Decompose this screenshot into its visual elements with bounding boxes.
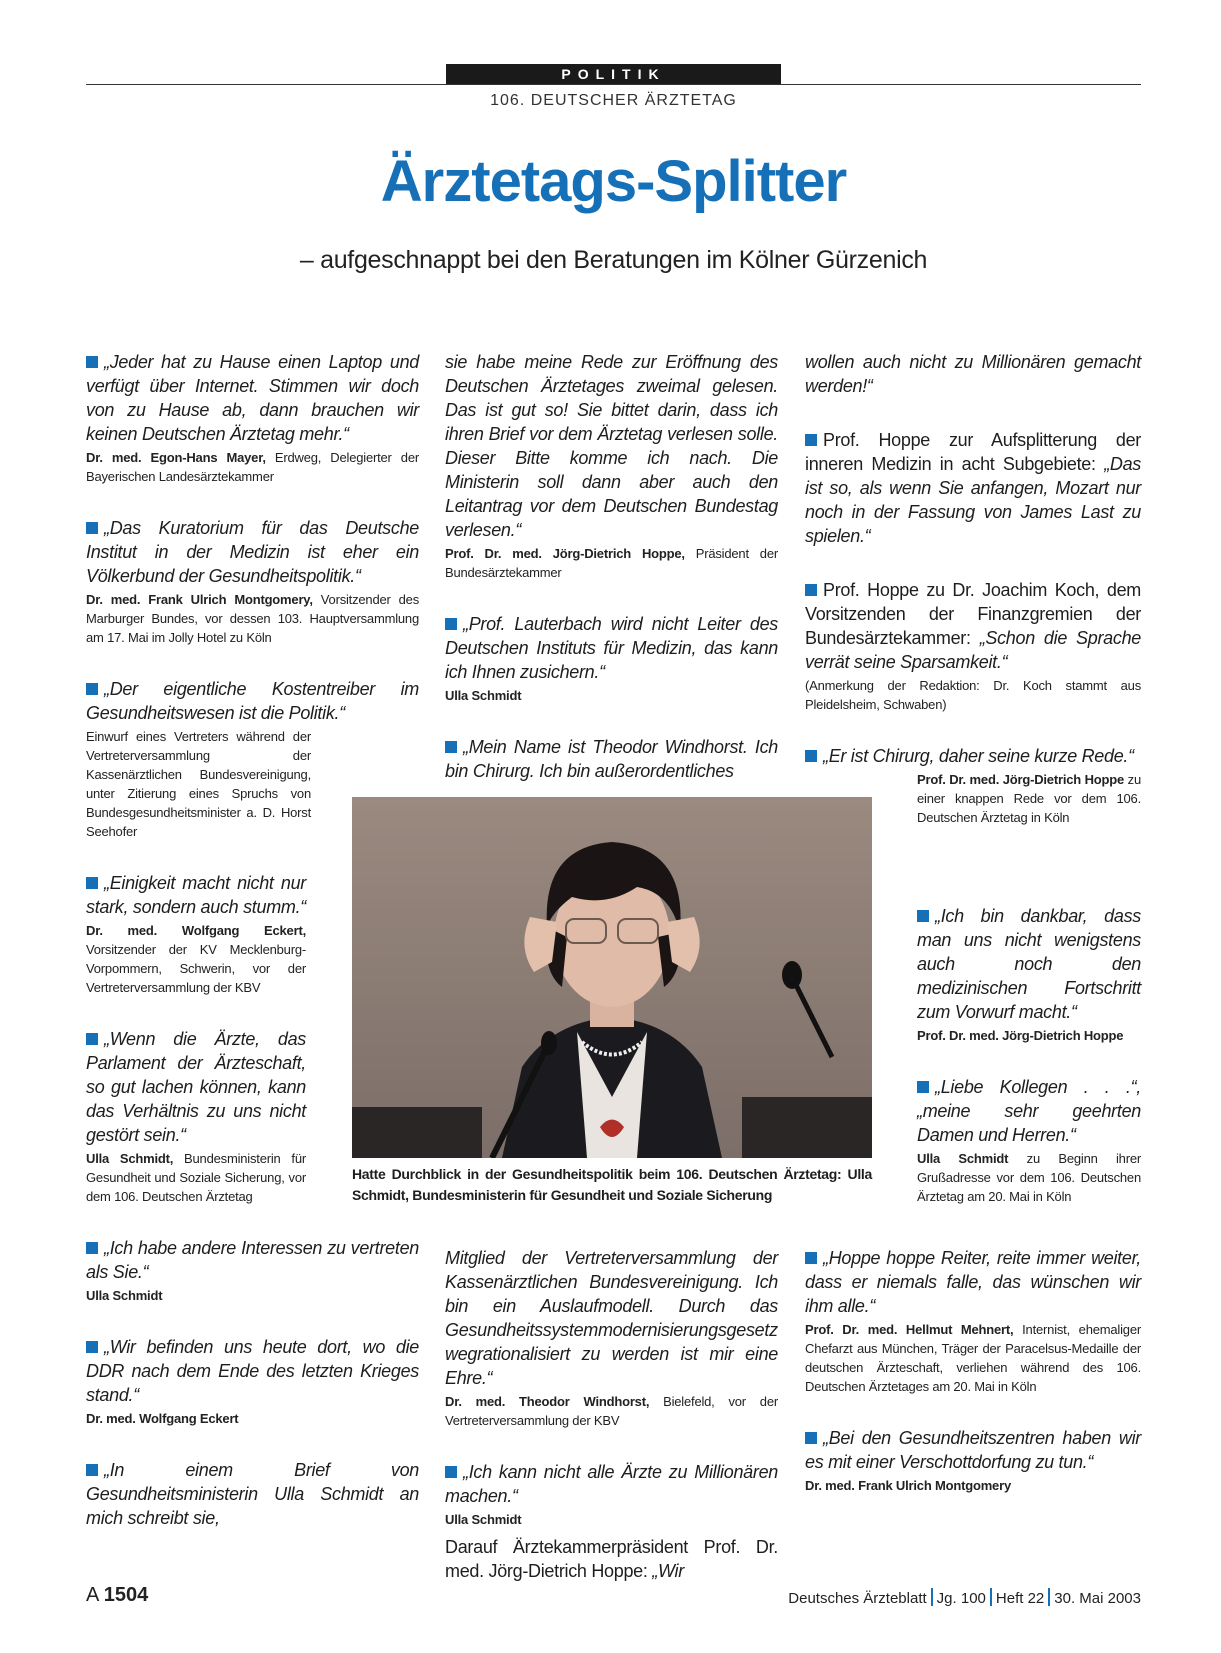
bullet-square-icon [86,1242,98,1254]
column-3-top [805,350,1141,857]
quote-item: „Das Kuratorium für das Deutsche Institut in der Medizin ist eher ein Völkerbund der Gesundheitspolitik.“ Dr. med. Frank Ulrich Montgomery, Vorsitzender des Marburger Bundes, vor dessen 103. Hauptversammlung am 17. Mai im Jolly Hotel zu Köln [86,518,420,645]
bullet-square-icon [445,1466,457,1478]
quote-item: „Hoppe hoppe Reiter, reite immer weiter, dass er niemals falle, das wünschen wir ihm alle.“ Prof. Dr. med. Hellmut Mehnert, Internist, ehemaliger Chefarzt aus München, Träger der Paracelsus-Medaille der deutschen Ärzteschaft, verliehen während des 106. Deutschen Ärztetages am 20. Mai in Köln [805,1248,1141,1394]
quote-item: Mitglied der Vertreterversammlung der Kassenärztlichen Bundesvereinigung. Ich bin ein Auslaufmodell. Durch das Gesundheitssystemmodernisierungsgesetz wegrationalisiert zu werden ist mir eine Ehre.“ Dr. med. Theodor Windhorst, Bielefeld, vor der Vertreterversammlung der KBV [445,1248,778,1428]
bullet-square-icon [805,750,817,762]
bullet-square-icon [86,1033,98,1045]
quote-item: „Wir befinden uns heute dort, wo die DDR nach dem Ende des letzten Krieges stand.“ Dr. med. Wolfgang Eckert [86,1337,419,1426]
bullet-square-icon [805,1252,817,1264]
quote-item: „Ich habe andere Interessen zu vertreten als Sie.“ Ulla Schmidt [86,1238,419,1303]
quote-item: sie habe meine Rede zur Eröffnung des Deutschen Ärztetages zweimal gelesen. Das ist gut so! Sie bittet darin, dass ich ihren Brief vor dem Ärztetag verlesen solle. Dieser Bitte komme ich nach. Die Ministerin soll dann aber auch den Leitantrag vor dem Deutschen Bundestag verlesen.“ Prof. Dr. med. Jörg-Dietrich Hoppe, Präsident der Bundesärztekammer [445,352,778,580]
page-number: A 1504 [86,1584,149,1606]
bullet-square-icon [917,910,929,922]
quote-item: Darauf Ärztekammerpräsident Prof. Dr. med. Jörg-Dietrich Hoppe: „Wir [445,1537,778,1581]
quote-item: wollen auch nicht zu Millionären gemacht werden!“ [805,352,1141,396]
section-label: POLITIK [446,64,781,85]
column-3-mid [917,904,1141,1236]
bullet-square-icon [805,1432,817,1444]
quote-item: „Ich kann nicht alle Ärzte zu Millionären machen.“ Ulla Schmidt [445,1462,778,1527]
header-rule [86,84,1141,85]
quote-item: „Liebe Kollegen . . .“, „meine sehr geehrten Damen und Herren.“ Ulla Schmidt zu Beginn ihrer Grußadresse vor dem 106. Deutschen Ärztetag am 20. Mai in Köln [917,1077,1141,1204]
quote-item: „Bei den Gesundheitszentren haben wir es mit einer Verschottdorfung zu tun.“ Dr. med. Frank Ulrich Montgomery [805,1428,1141,1493]
journal-footer: Deutsches Ärzteblatt Jg. 100 Heft 22 30. Mai 2003 [788,1590,1141,1607]
bullet-square-icon [805,584,817,596]
separator [990,1588,992,1606]
quote-item: „Er ist Chirurg, daher seine kurze Rede.“ Prof. Dr. med. Jörg-Dietrich Hoppe zu einer knappen Rede vor dem 106. Deutschen Ärztetag in Köln [805,744,1141,827]
quote-item: „Mein Name ist Theodor Windhorst. Ich bin Chirurg. Ich bin außerordentliches [445,737,778,781]
quote-item: „In einem Brief von Gesundheitsministerin Ulla Schmidt an mich schreibt sie, [86,1460,419,1528]
bullet-square-icon [445,741,457,753]
subhead: – aufgeschnappt bei den Beratungen im Kölner Gürzenich [299,246,928,274]
quote-item: „Einigkeit macht nicht nur stark, sondern auch stumm.“ Dr. med. Wolfgang Eckert, Vorsitzender der KV Mecklenburg-Vorpommern, Schwerin, vor der Vertreterversammlung der KBV [86,873,306,995]
bullet-square-icon [805,434,817,446]
headline: Ärztetags-Splitter [380,149,847,214]
bullet-square-icon [86,683,98,695]
column-2-bottom [445,1246,778,1613]
separator [1048,1588,1050,1606]
quote-item: „Ich bin dankbar, dass man uns nicht wenigstens auch noch den medizinischen Fortschritt zum Vorwurf macht.“ Prof. Dr. med. Jörg-Dietrich Hoppe [917,906,1141,1043]
bullet-square-icon [86,356,98,368]
bullet-square-icon [86,1341,98,1353]
kicker: 106. DEUTSCHER ÄRZTETAG [490,92,737,109]
bullet-square-icon [917,1081,929,1093]
bullet-square-icon [86,522,98,534]
bullet-square-icon [445,618,457,630]
quote-item: Prof. Hoppe zur Aufsplitterung der inneren Medizin in acht Subgebiete: „Das ist so, als wenn Sie anfangen, Mozart nur noch in der Fassung von James Last zu spielen.“ [805,430,1141,546]
bullet-square-icon [86,1464,98,1476]
quote-item: „Wenn die Ärzte, das Parlament der Ärzteschaft, so gut lachen können, kann das Verhältnis zu uns nicht gestört sein.“ Ulla Schmidt, Bundesministerin für Gesundheit und Soziale Sicherung, vor dem 106. Deutschen Ärztetag [86,1029,306,1204]
bullet-square-icon [86,877,98,889]
column-3-bottom [805,1246,1141,1525]
separator [931,1588,933,1606]
quote-item: „Jeder hat zu Hause einen Laptop und verfügt über Internet. Stimmen wir doch von zu Hause ab, dann brauchen wir keinen Deutschen Ärztetag mehr.“ Dr. med. Egon-Hans Mayer, Erdweg, Delegierter der Bayerischen Landesärztekammer [86,352,419,484]
column-2-top [445,350,778,813]
quote-item: Prof. Hoppe zu Dr. Joachim Koch, dem Vorsitzenden der Finanzgremien der Bundesärztekammer: „Schon die Sprache verrät seine Sparsamkeit.“ (Anmerkung der Redaktion: Dr. Koch stammt aus Pleidelsheim, Schwaben) [805,580,1141,712]
quote-item: „Der eigentliche Kostentreiber im Gesundheitswesen ist die Politik.“ Einwurf eines Vertreters während der Vertreterversammlung der Kassenärztlichen Bundesvereinigung, unter Zitierung eines Spruchs von Bundesgesundheitsminister a. D. Horst Seehofer [86,679,419,839]
photo-caption: Hatte Durchblick in der Gesundheitspolitik beim 106. Deutschen Ärztetag: Ulla Schmidt, Bundesministerin für Gesundheit und Soziale Sicherung [352,1166,872,1203]
quote-item: „Prof. Lauterbach wird nicht Leiter des Deutschen Instituts für Medizin, das kann ich Ihnen zusichern.“ Ulla Schmidt [445,614,778,703]
photo-ulla-schmidt [352,797,872,1158]
